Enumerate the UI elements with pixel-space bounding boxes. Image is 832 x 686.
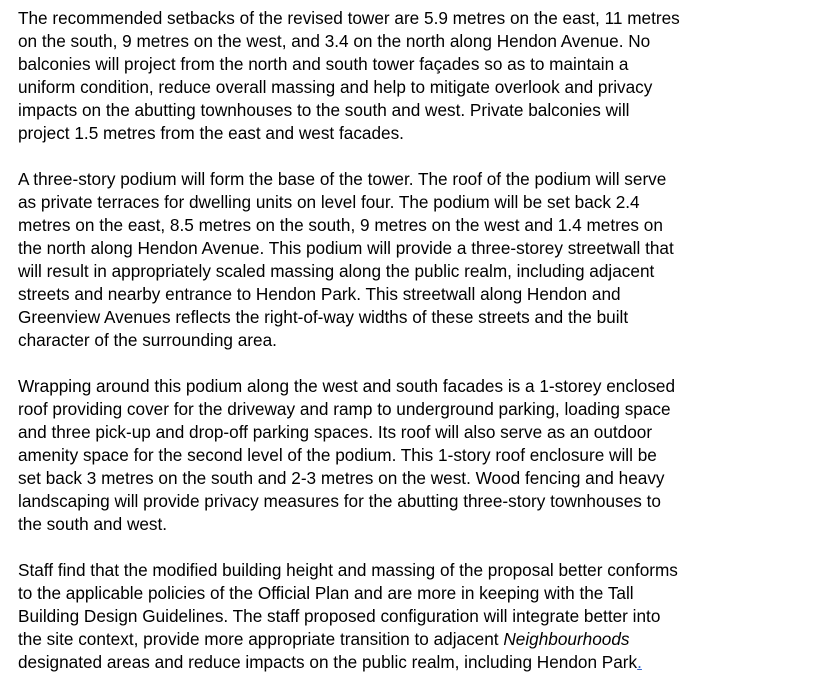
text-line: balconies will project from the north and south tower façades so as to maintain a [18, 54, 629, 74]
text-line: project 1.5 metres from the east and west facades. [18, 123, 404, 143]
final-period: . [637, 652, 642, 672]
text-line-with-italic [18, 628, 818, 651]
text-line: the south and west. [18, 514, 168, 534]
text-line: impacts on the abutting townhouses to the south and west. Private balconies will [18, 100, 630, 120]
text-line: as private terraces for dwelling units on level four. The podium will be set back 2.4 [18, 192, 640, 212]
text-line: streets and nearby entrance to Hendon Park. This streetwall along Hendon and [18, 284, 621, 304]
text-line: Wrapping around this podium along the west and south facades is a 1-storey enclosed [18, 376, 676, 396]
text-line-final [18, 651, 818, 674]
paragraph-tower-setbacks [18, 7, 818, 145]
text-run: the site context, provide more appropriate transition to adjacent [18, 629, 504, 649]
paragraph-enclosed-roof [18, 375, 818, 536]
text-line: roof providing cover for the driveway and ramp to underground parking, loading space [18, 399, 671, 419]
text-line: will result in appropriately scaled massing along the public realm, including adjacent [18, 261, 655, 281]
paragraph-staff-findings [18, 559, 818, 674]
italic-term-neighbourhoods: Neighbourhoods [503, 629, 630, 649]
text-line: landscaping will provide privacy measures for the abutting three-story townhouses to [18, 491, 661, 511]
text-line: on the south, 9 metres on the west, and 3.4 on the north along Hendon Avenue. No [18, 31, 651, 51]
text-line: the north along Hendon Avenue. This podium will provide a three-storey streetwall that [18, 238, 674, 258]
text-line: uniform condition, reduce overall massing and help to mitigate overlook and privacy [18, 77, 653, 97]
text-line: The recommended setbacks of the revised tower are 5.9 metres on the east, 11 metres [18, 8, 680, 28]
paragraph-podium [18, 168, 818, 352]
text-line: amenity space for the second level of the podium. This 1-story roof enclosure will be [18, 445, 657, 465]
text-run: designated areas and reduce impacts on the public realm, including Hendon Park [18, 652, 638, 672]
text-line: A three-story podium will form the base of the tower. The roof of the podium will serve [18, 169, 667, 189]
text-line: set back 3 metres on the south and 2-3 metres on the west. Wood fencing and heavy [18, 468, 665, 488]
text-line: Building Design Guidelines. The staff proposed configuration will integrate better into [18, 606, 661, 626]
text-line: Staff find that the modified building height and massing of the proposal better conforms [18, 560, 678, 580]
text-line: Greenview Avenues reflects the right-of-way widths of these streets and the built [18, 307, 629, 327]
text-line: character of the surrounding area. [18, 330, 277, 350]
text-line: to the applicable policies of the Official Plan and are more in keeping with the Tall [18, 583, 634, 603]
text-line: metres on the east, 8.5 metres on the south, 9 metres on the west and 1.4 metres on [18, 215, 663, 235]
text-line: and three pick-up and drop-off parking spaces. Its roof will also serve as an outdoor [18, 422, 653, 442]
document-body [18, 7, 818, 674]
